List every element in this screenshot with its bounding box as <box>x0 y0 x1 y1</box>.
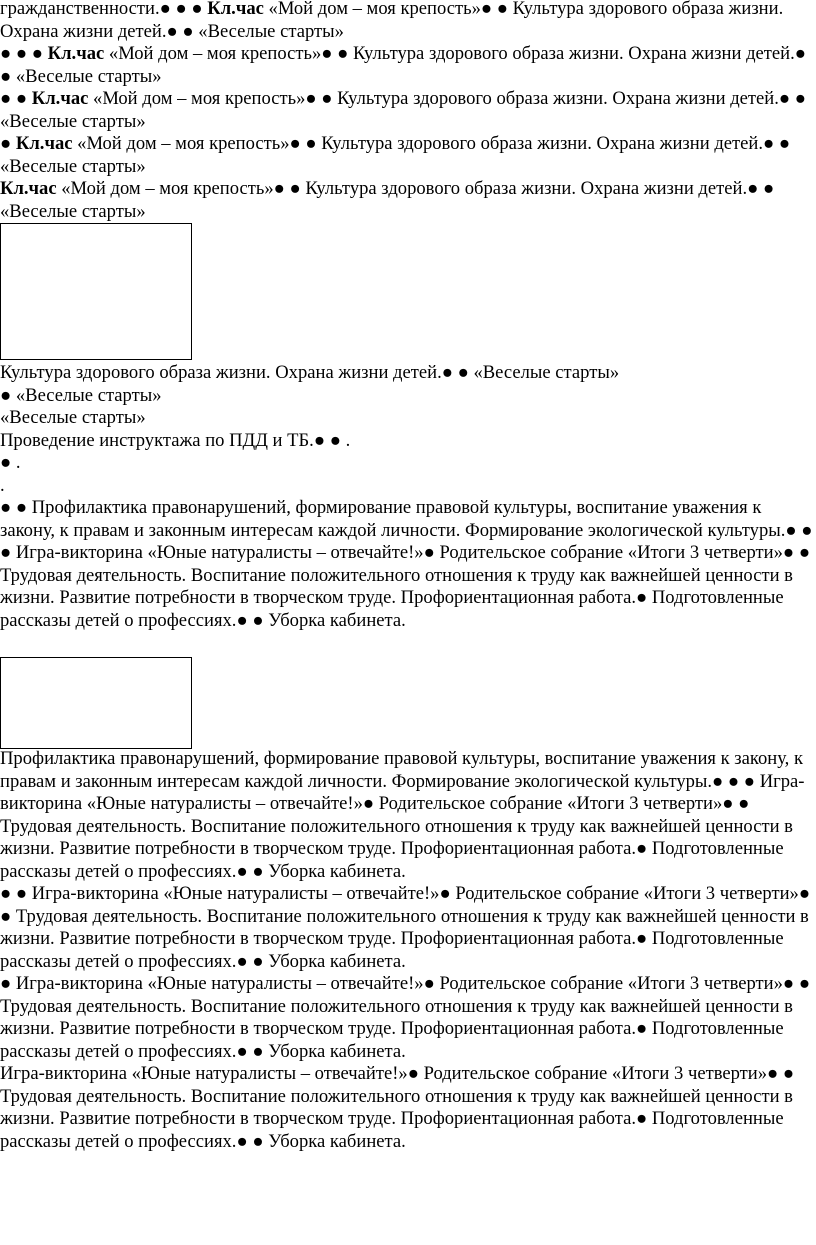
class-hour-label: Кл.час <box>207 0 264 19</box>
paragraph: ● Кл.час «Мой дом – моя крепость»● ● Культура здорового образа жизни. Охрана жизни детей.● ● «Веселые старты» <box>0 133 791 177</box>
paragraph: ● ● ● Кл.час «Мой дом – моя крепость»● ● Культура здорового образа жизни. Охрана жизни детей.● ● «Веселые старты» <box>0 43 806 87</box>
paragraph: Профилактика правонарушений, формирование правовой культуры, воспитание уважения к закону, к правам и законным интересам каждой личности. Формирование экологической культуры.● ● ● Игра-викторина «Юные натуралисты – отвечайте!»● Родительское собрание «Итоги 3 четверти»● ● Трудовая деятельность. Воспитание положительного отношения к труду как важнейшей ценности в жизни. Развитие потребности в творческом труде. Профориентационная работа.● Подготовленные рассказы детей о профессиях.● ● Уборка кабинета. <box>0 748 805 882</box>
class-hour-label: Кл.час <box>0 178 57 199</box>
image-placeholder <box>0 223 192 360</box>
paragraph: Игра-викторина «Юные натуралисты – отвечайте!»● Родительское собрание «Итоги 3 четверти»● ● Трудовая деятельность. Воспитание положительного отношения к труду как важнейшей ценности в жизни. Развитие потребности в творческом труде. Профориентационная работа.● Подготовленные рассказы детей о профессиях.● ● Уборка кабинета. <box>0 1063 795 1152</box>
image-placeholder <box>0 657 192 749</box>
class-hour-label: Кл.час <box>31 88 89 109</box>
paragraph: ● ● Профилактика правонарушений, формирование правовой культуры, воспитание уважения к закону, к правам и законным интересам каждой личности. Формирование экологической культуры.● ● ● Игра-викторина «Юные натуралисты – отвечайте!»● Родительское собрание «Итоги 3 четверти»● ● Трудовая деятельность. Воспитание положительного отношения к труду как важнейшей ценности в жизни. Развитие потребности в творческом труде. Профориентационная работа.● Подготовленные рассказы детей о профессиях.● ● Уборка кабинета. <box>0 497 813 631</box>
paragraph: гражданственности.● ● ● Кл.час «Мой дом – моя крепость»● ● Культура здорового образа жизни. Охрана жизни детей.● ● «Веселые старты» <box>0 0 784 42</box>
class-hour-label: Кл.час <box>47 43 105 64</box>
class-hour-label: Кл.час <box>15 133 73 154</box>
paragraph: ● «Веселые старты» <box>0 384 162 406</box>
text-block-2 <box>0 362 816 632</box>
paragraph: Проведение инструктажа по ПДД и ТБ.● ● . <box>0 429 351 451</box>
paragraph: ● ● Игра-викторина «Юные натуралисты – отвечайте!»● Родительское собрание «Итоги 3 четверти»● ● Трудовая деятельность. Воспитание положительного отношения к труду как важнейшей ценности в жизни. Развитие потребности в творческом труде. Профориентационная работа.● Подготовленные рассказы детей о профессиях.● ● Уборка кабинета. <box>0 883 811 972</box>
paragraph: ● Игра-викторина «Юные натуралисты – отвечайте!»● Родительское собрание «Итоги 3 четверти»● ● Трудовая деятельность. Воспитание положительного отношения к труду как важнейшей ценности в жизни. Развитие потребности в творческом труде. Профориентационная работа.● Подготовленные рассказы детей о профессиях.● ● Уборка кабинета. <box>0 973 811 1062</box>
paragraph: «Веселые старты» <box>0 407 146 428</box>
paragraph: . <box>0 474 5 496</box>
text-block-1 <box>0 0 816 223</box>
text-block-3 <box>0 748 816 1153</box>
paragraph: ● . <box>0 452 21 473</box>
paragraph: Культура здорового образа жизни. Охрана жизни детей.● ● «Веселые старты» <box>0 362 620 383</box>
paragraph: Кл.час «Мой дом – моя крепость»● ● Культура здорового образа жизни. Охрана жизни детей.● ● «Веселые старты» <box>0 178 775 222</box>
paragraph: ● ● Кл.час «Мой дом – моя крепость»● ● Культура здорового образа жизни. Охрана жизни детей.● ● «Веселые старты» <box>0 88 807 132</box>
